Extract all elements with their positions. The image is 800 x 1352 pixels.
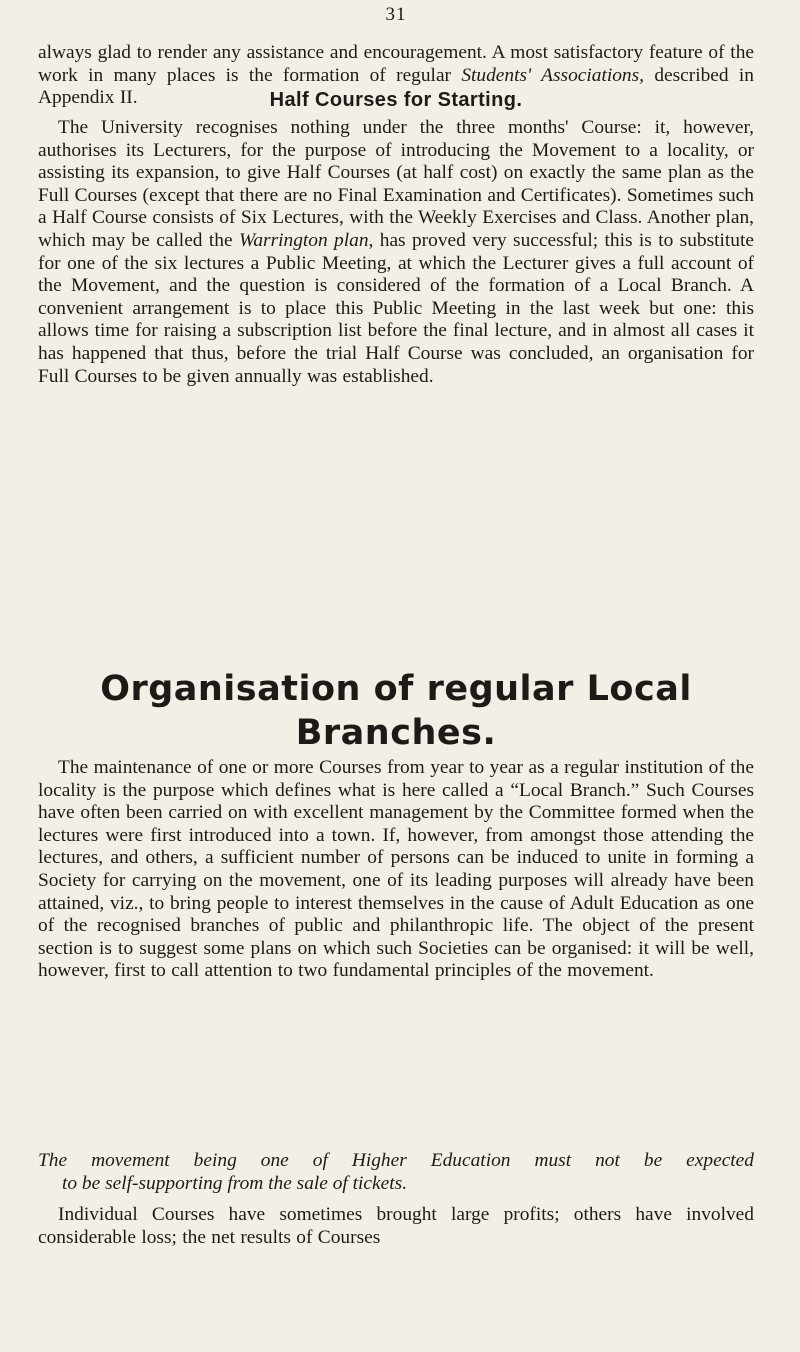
intro-text: always glad to render any assistance and encouragement. A most satisfactory feature of the work in many places is the formation of regular — [38, 42, 754, 86]
organisation-paragraph: The maintenance of one or more Courses from year to year as a regular institution of the locality is the purpose which defines what is here called a “Local Branch.” Such Courses have often been carried on with excellent management by the Committee formed when the lectures were first introduced into a town. If, however, from amongst those attending the lectures, and others, a sufficient number of persons can be induced to unite in forming a Society for carrying on the movement, one of its leading purposes will already have been attained, viz., to bring people to interest themselves in the cause of Adult Education as one of the recognised branches of public and philanthropic life. The object of the present section is to suggest some plans on which such Societies can be organised: it will be well, however, first to call attention to two fundamental principles of the movement. — [38, 757, 754, 982]
intro-italic-phrase: Students' Associations, — [461, 64, 645, 86]
principle-motto — [38, 1150, 754, 1195]
half-courses-text-1: The University recognises nothing under the three months' Course: it, however, authorises its Lecturers, for the purpose of introducing the Movement to a locality, or assisting its expansion, to give Half Courses (at half cost) on exactly the same plan as the Full Courses (except that there are no Final Examination and Certificates). Sometimes such a Half Course consists of Six Lectures, with the Weekly Exercises and Class. Another plan, which may be called the — [38, 117, 754, 251]
organisation-heading-line-1: Organisation of regular Local — [100, 669, 692, 709]
half-courses-heading: Half Courses for Starting. — [269, 89, 523, 111]
page-body — [38, 0, 754, 1352]
motto-line-1: The movement being one of Higher Education must not be expected — [38, 1150, 754, 1171]
profits-paragraph: Individual Courses have sometimes brought large profits; others have involved considerable loss; the net results of Courses — [38, 1204, 754, 1248]
half-courses-paragraph — [38, 117, 754, 388]
intro-tail: described in Appendix II. — [38, 64, 754, 109]
page-number: 31 — [385, 4, 407, 25]
organisation-heading-line-2: Branches. — [295, 713, 497, 753]
organisation-heading — [38, 667, 754, 755]
motto-line-2: to be self-supporting from the sale of tickets. — [62, 1172, 408, 1194]
half-courses-italic-phrase: Warrington plan, — [238, 229, 374, 251]
half-courses-text-2: has proved very successful; this is to substitute for one of the six lectures a Public Meeting, at which the Lecturer gives a full account of the Movement, and the question is considered of the formation of a Local Branch. A convenient arrangement is to place this Public Meeting in the last week but one: this allows time for raising a subscription list before the final lecture, and in almost all cases it has happened that thus, before the trial Half Course was concluded, an organisation for Full Courses to be given annually was established. — [38, 229, 754, 387]
